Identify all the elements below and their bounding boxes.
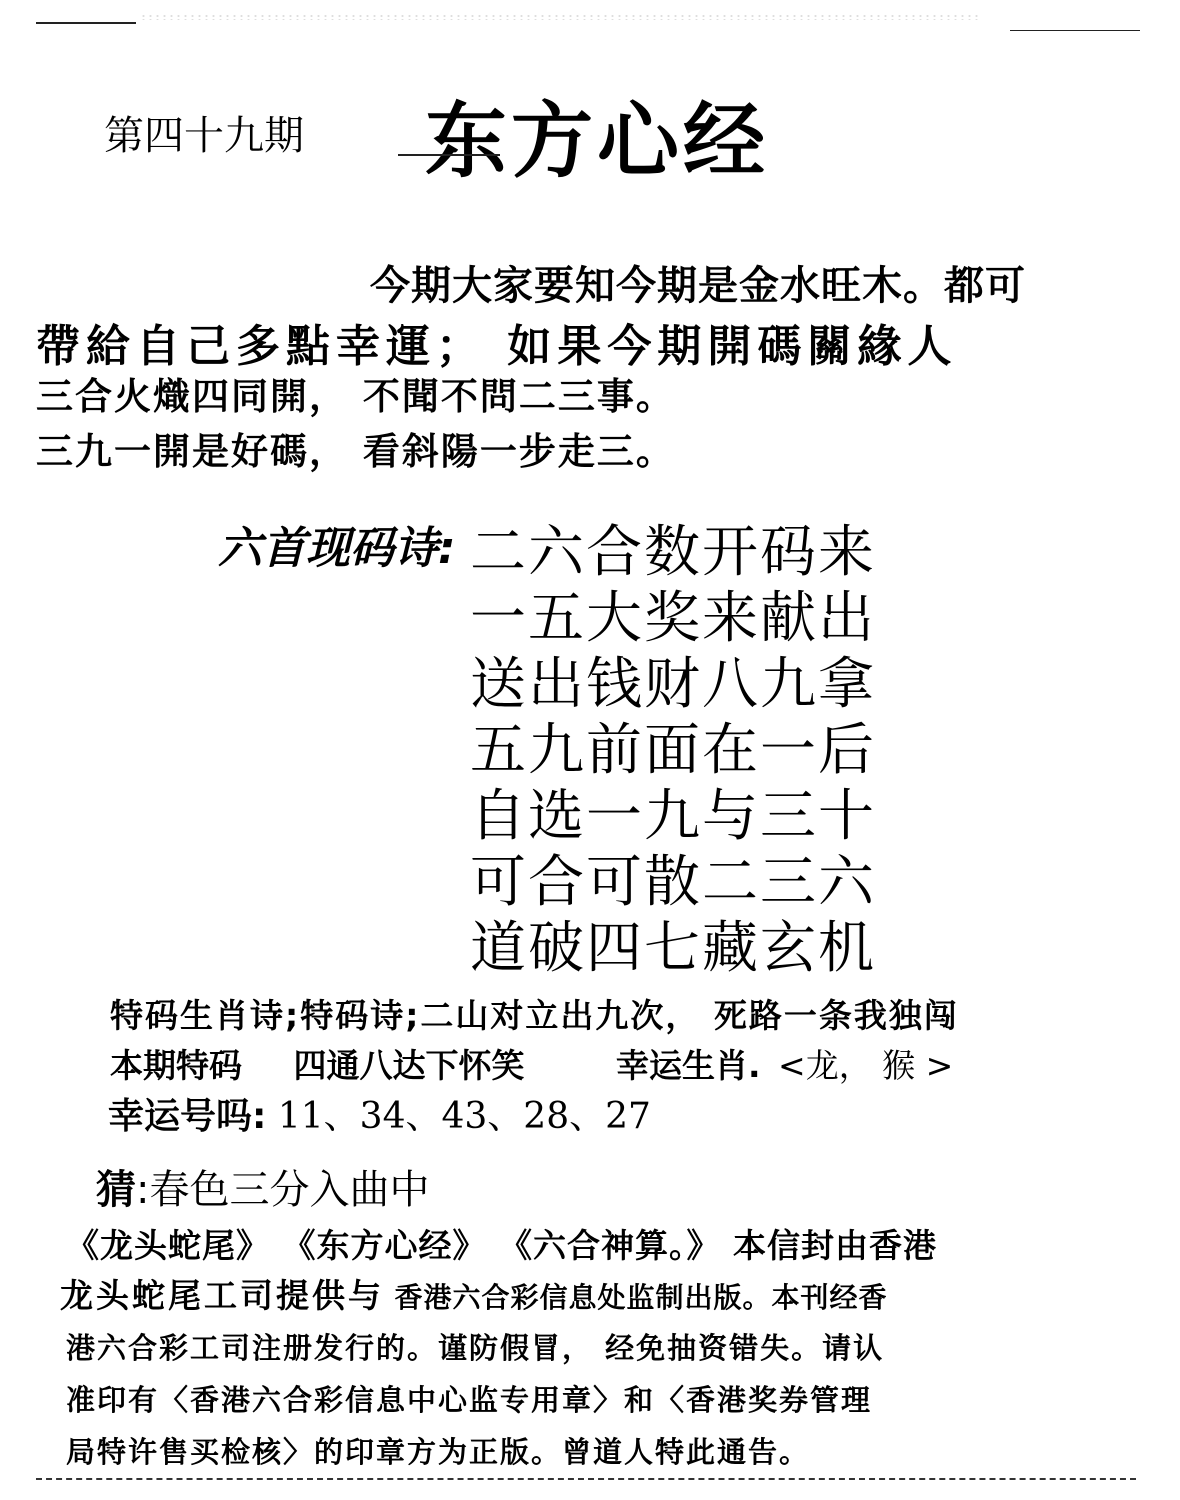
lucky-numbers-row [108, 1088, 651, 1139]
notice-line-2-lead: 龙头蛇尾工司提供与 [60, 1276, 384, 1315]
bottom-dashed-rule [36, 1478, 1136, 1480]
poem-label: 六首现码诗: [218, 523, 456, 574]
riddle-row [96, 1158, 429, 1215]
riddle-text: :春色三分入曲中 [136, 1167, 430, 1213]
poem-line: 自选一九与三十 [470, 784, 876, 849]
period-row [110, 1040, 993, 1087]
notice-line-4: 准印有〈香港六合彩信息中心监专用章〉和〈香港奖券管理 [66, 1383, 873, 1417]
intro-line-3: 三合火熾四同開， 不聞不問二三事。 [36, 375, 675, 418]
period-label: 本期特码 [110, 1046, 242, 1085]
lucky-numbers-value: 11、34、43、28、27 [277, 1096, 651, 1137]
poem-line: 一五大奖来献出 [470, 586, 876, 651]
notice-line-2 [60, 1270, 888, 1317]
poem-line: 送出钱财八九拿 [470, 652, 876, 717]
notice-line-3: 港六合彩工司注册发行的。谨防假冒， 经免抽资错失。请认 [66, 1331, 885, 1365]
special-poem-line: 特码生肖诗;特码诗;二山对立出九次， 死路一条我独闯 [110, 996, 959, 1035]
poem-line: 道破四七藏玄机 [470, 916, 876, 981]
intro-line-4: 三九一開是好碼， 看斜陽一步走三。 [36, 430, 675, 473]
intro-line-1: 今期大家要知今期是金水旺木。都可 [370, 263, 1026, 309]
notice-line-5: 局特许售买检核〉的印章方为正版。曾道人特此通告。 [66, 1435, 811, 1469]
top-left-rule [36, 22, 136, 24]
notice-line-2-tail: 香港六合彩信息处监制出版。本刊经香 [394, 1281, 888, 1314]
poem-line: 五九前面在一后 [470, 718, 876, 783]
poem-line: 二六合数开码来 [470, 520, 876, 585]
intro-line-2: 帶給自己多點幸運； 如果今期開碼關緣人 [36, 321, 958, 372]
top-right-rule [1010, 30, 1140, 31]
notice-line-1: 《龙头蛇尾》 《东方心经》 《六合神算。》 本信封由香港 [66, 1226, 937, 1265]
title-underline [398, 154, 500, 156]
issue-number: 第四十九期 [104, 113, 304, 159]
zodiac-value: <龙， 猴 > [778, 1046, 954, 1085]
period-text: 四通八达下怀笑 [293, 1046, 525, 1085]
top-speckle-band [140, 14, 980, 20]
poem-line: 可合可散二三六 [470, 850, 876, 915]
riddle-label: 猜 [96, 1167, 136, 1213]
lucky-numbers-label: 幸运号吗: [108, 1096, 267, 1137]
page-title: 东方心经 [425, 94, 770, 189]
zodiac-label: 幸运生肖. [616, 1046, 761, 1085]
